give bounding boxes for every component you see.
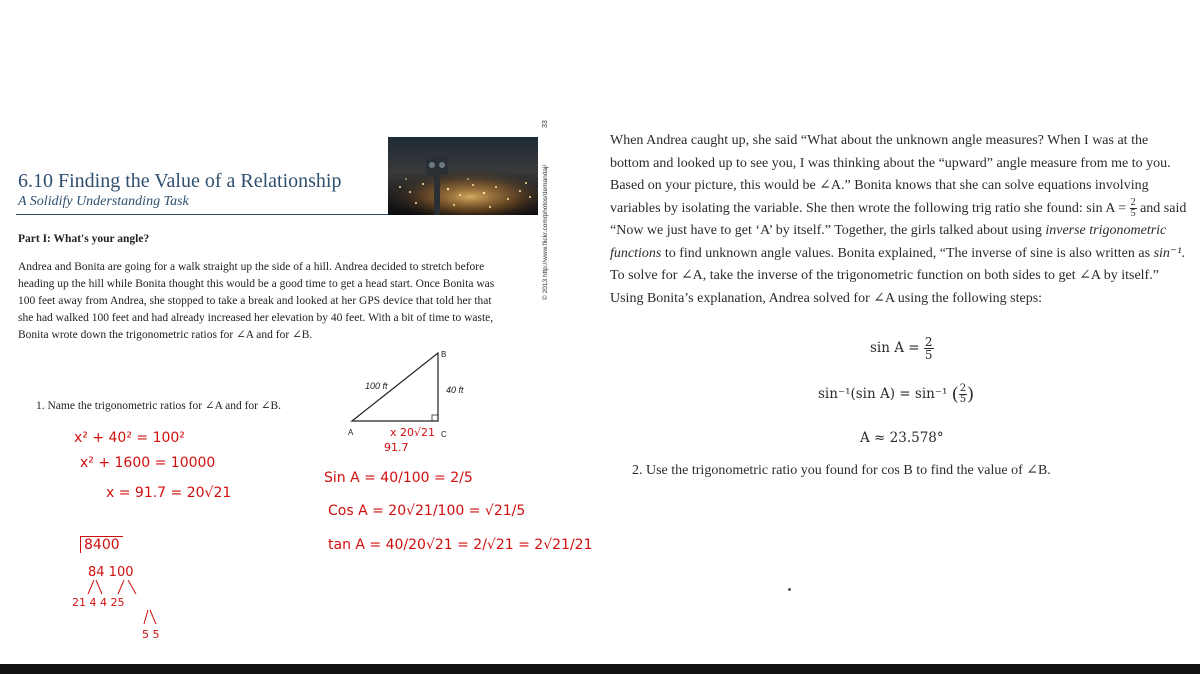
cursor-dot [788,588,791,591]
part-heading: Part I: What's your angle? [18,233,150,245]
step-1 [870,336,934,361]
factor-tree-row1: 84 100 [88,565,134,580]
paragraph-part-2: and said “Now we just have to get ‘A’ by itself.” Together, the girls talked about using [610,200,1187,238]
handwritten-sin: Sin A = 40/100 = 2/5 [324,470,473,486]
step-3: A ≈ 23.578° [860,430,944,446]
page-title: 6.10 Finding the Value of a Relationship [18,170,342,192]
paragraph-part-4: . To solve for ∠A, take the inverse of the trigonometric function on both sides to get ∠A by itself.” Using Bonita’s explanation, Andrea solved for ∠A using the following steps: [610,245,1185,306]
factor-tree-branches [80,580,160,630]
label-a: A [348,428,354,437]
step-1-fraction [924,336,934,361]
handwritten-base-decimal: 91.7 [384,441,409,454]
ratio-text: sin A = [1086,200,1127,216]
step-2-num: 2 [959,383,967,394]
right-paragraph [610,130,1188,310]
step-1-num: 2 [924,335,933,349]
handwritten-eq1: x² + 40² = 100² [74,430,185,446]
handwritten-base: x 20√21 [390,426,436,439]
title-rule [16,214,388,215]
ratio-fraction [1130,198,1137,219]
hypotenuse-label: 100 ft [365,381,388,391]
handwritten-eq3: x = 91.7 = 20√21 [106,485,232,501]
ratio-den: 5 [1130,207,1136,219]
opposite-label: 40 ft [446,385,464,395]
step-2-fraction [959,384,967,405]
step-2-lhs: sin⁻¹(sin A) = sin⁻¹ [818,386,948,402]
page-subtitle: A Solidify Understanding Task [18,194,189,209]
sin-inverse: sin⁻¹ [1153,245,1182,261]
question-2: 2. Use the trigonometric ratio you found for cos B to find the value of ∠B. [632,463,1051,478]
paragraph-part-3: to find unknown angle values. Bonita explained, “The inverse of sine is also written as [664,245,1151,261]
right-angle-mark [432,415,438,421]
label-c: C [441,430,447,439]
handwritten-eq2: x² + 1600 = 10000 [80,455,216,471]
step-2: sin⁻¹(sin A) = sin⁻¹ ( $\frac{2}{5}$ ) [818,383,975,405]
step-1-lhs: sin A = [870,340,920,356]
paragraph-part-1: When Andrea caught up, she said “What about the unknown angle measures? When I was at the bottom and looked up to see you, I was thinking about the “upward” angle measure from me to you. Based on your picture, this would be ∠A.” Bonita knows that she can solve equations involving variables by isolating the variable. She then wrote the following trig ratio she found: [610,133,1171,216]
factor-tree-row2: 21 4 4 25 [72,596,125,609]
handwritten-cos: Cos A = 20√21/100 = √21/5 [328,503,526,519]
handwritten-sqrt-box: 8400 [80,536,123,553]
factor-tree-row3: 5 5 [142,628,160,641]
label-b: B [441,350,447,359]
city-lights-photo [388,137,538,215]
step-2-den: 5 [959,394,967,405]
ratio-num: 2 [1130,196,1136,208]
paragraph-italic: inverse trigonometric functions [610,223,1167,261]
intro-paragraph: Andrea and Bonita are going for a walk straight up the side of a hill. Andrea decided to stretch before heading up the hill while Bonita thought this would be a good time to get a head start. Once Bonita was 100 feet away from Andrea, she stopped to take a break and looked at her GPS device that told her that she had walked 100 feet and had already increased her elevation by 40 feet. With a bit of time to waste, Bonita wrote down the trigonometric ratios for ∠A and for ∠B. [18,261,495,341]
photo-credit-text: © 2013 http://www.flickr.com/photos/demandaj/ [542,164,549,300]
handwritten-tan: tan A = 40/20√21 = 2/√21 = 2√21/21 [328,537,593,553]
step-1-den: 5 [924,348,933,362]
photo-credit [536,100,552,300]
question-1: 1. Name the trigonometric ratios for ∠A and for ∠B. [36,400,282,412]
bottom-bar [0,664,1200,674]
page-mark: 33 [542,120,549,128]
